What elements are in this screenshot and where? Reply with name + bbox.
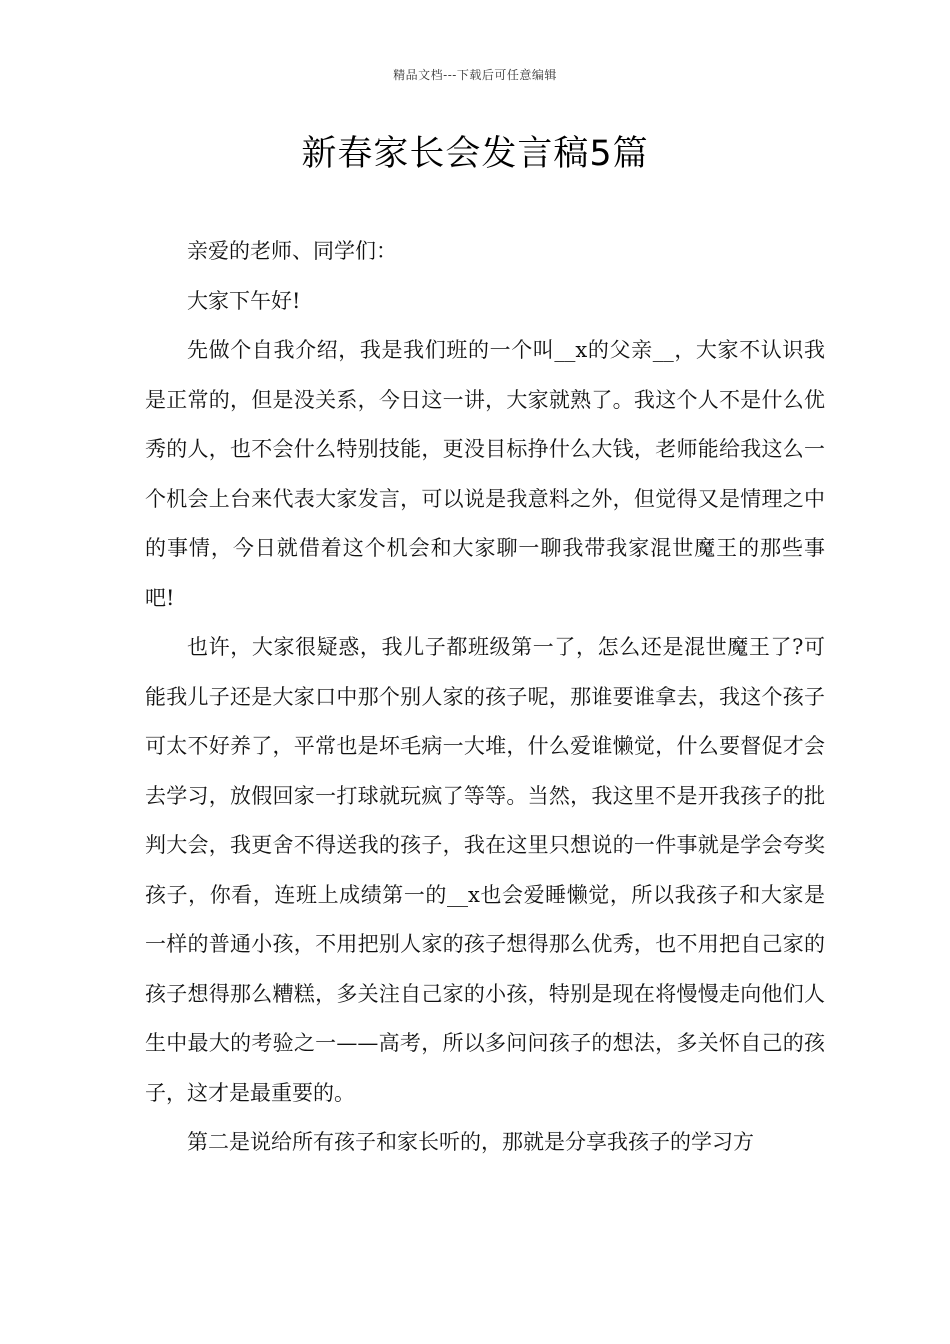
paragraph-second-point: 第二是说给所有孩子和家长听的，那就是分享我孩子的学习方: [187, 1130, 754, 1154]
header-note: 精品文档---下载后可任意编辑: [393, 68, 557, 82]
paragraph-introduction: 先做个自我介绍，我是我们班的一个叫__x的父亲__，大家不认识我是正常的，但是没关系，今日这一讲，大家就熟了。我这个人不是什么优秀的人，也不会什么特别技能，更没目标挣什么大钱，老师能给我这么一个机会上台来代表大家发言，可以说是我意料之外，但觉得又是情理之中的事情，今日就借着这个机会和大家聊一聊我带我家混世魔王的那些事吧!: [145, 338, 825, 610]
paragraph-salutation: 亲爱的老师、同学们：: [187, 239, 397, 263]
document-title: 新春家长会发言稿5篇: [301, 134, 649, 174]
document-body: [145, 227, 825, 1168]
paragraph-greeting: 大家下午好!: [187, 288, 301, 313]
paragraph-praise-children: 也许，大家很疑惑，我儿子都班级第一了，怎么还是混世魔王了?可能我儿子还是大家口中那个别人家的孩子呢，那谁要谁拿去，我这个孩子可太不好养了，平常也是坏毛病一大堆，什么爱谁懒觉，什么要督促才会去学习，放假回家一打球就玩疯了等等。当然，我这里不是开我孩子的批判大会，我更舍不得送我的孩子，我在这里只想说的一件事就是学会夸奖孩子，你看，连班上成绩第一的__x也会爱睡懒觉，所以我孩子和大家是一样的普通小孩，不用把别人家的孩子想得那么优秀，也不用把自己家的孩子想得那么糟糕，多关注自己家的小孩，特别是现在将慢慢走向他们人生中最大的考验之一——高考，所以多问问孩子的想法，多关怀自己的孩子，这才是最重要的。: [145, 635, 825, 1105]
